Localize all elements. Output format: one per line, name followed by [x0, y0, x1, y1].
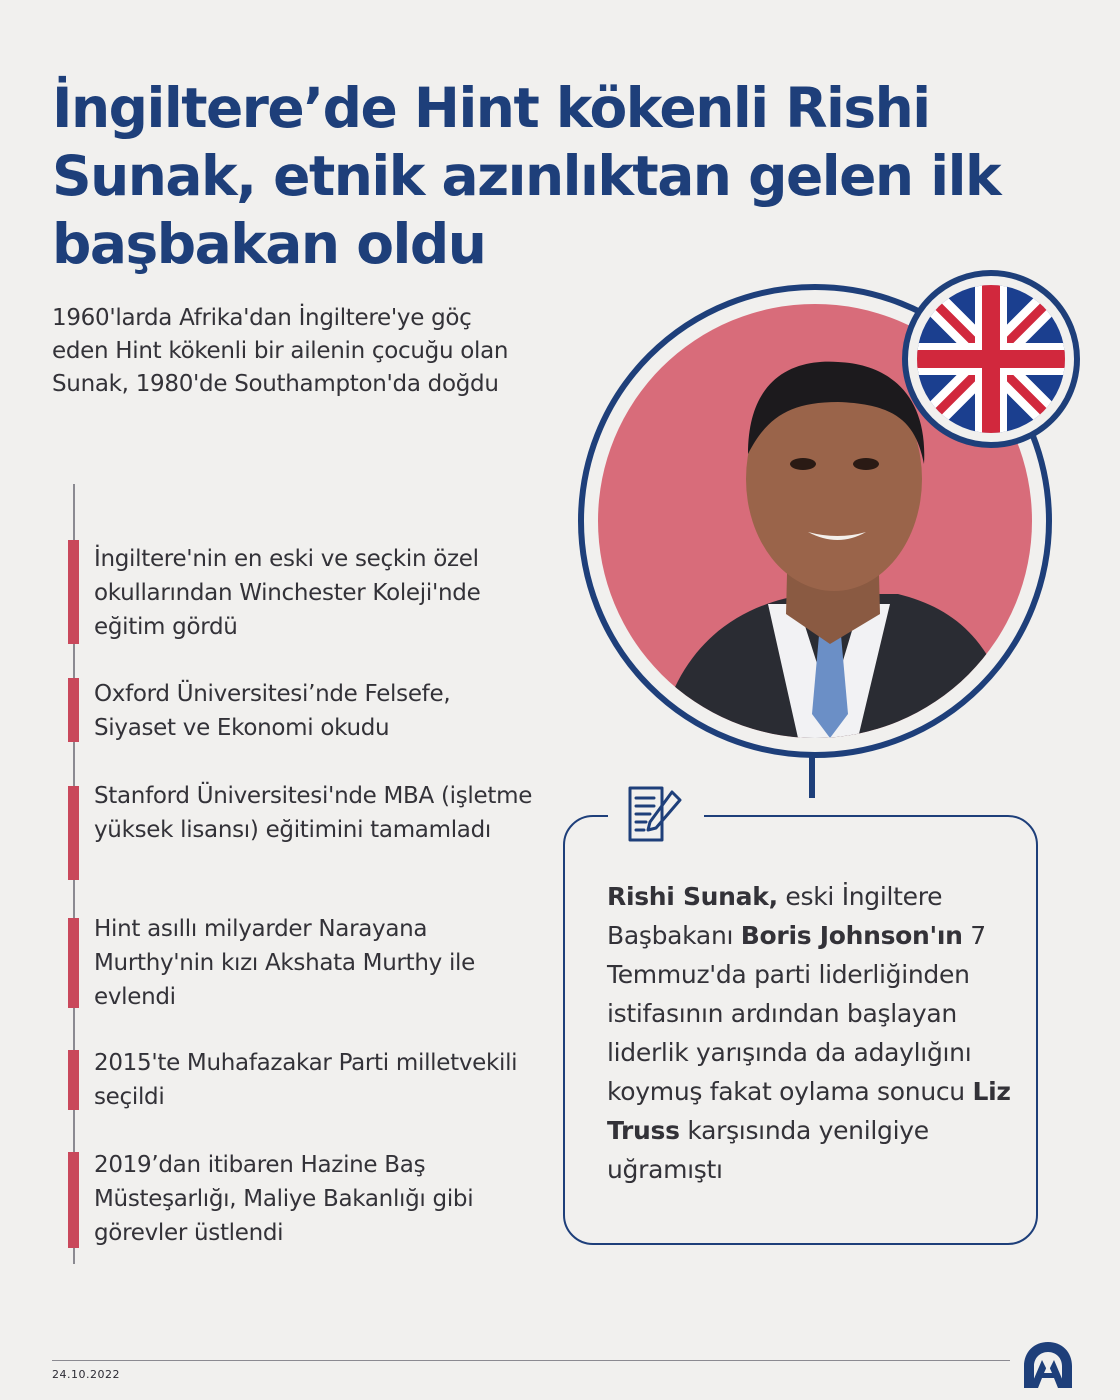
- timeline-text: Stanford Üniversitesi'nde MBA (işletme yüksek lisansı) eğitimini tamamladı: [94, 783, 533, 843]
- timeline-marker: [68, 540, 79, 644]
- info-part-1: eski İngiltere Başbakanı: [607, 882, 943, 950]
- page-title: İngiltere’de Hint kökenli Rishi Sunak, etnik azınlıktan gelen ilk başbakan oldu: [52, 76, 1001, 276]
- intro-text: 1960'larda Afrika'dan İngiltere'ye göç eden Hint kökenli bir ailenin çocuğu olan Sunak, 1980'de Southampton'da doğdu: [52, 305, 509, 397]
- publish-date: 24.10.2022: [52, 1368, 120, 1381]
- info-boris-bold: Boris Johnson'ın: [740, 921, 963, 950]
- info-box: [563, 815, 1038, 1245]
- document-pen-icon: [608, 782, 704, 848]
- timeline-marker: [68, 918, 79, 1008]
- connector-line: [809, 752, 815, 798]
- timeline-text: 2015'te Muhafazakar Parti milletvekili seçildi: [94, 1050, 518, 1110]
- timeline-text: 2019’dan itibaren Hazine Baş Müsteşarlığı, Maliye Bakanlığı gibi görevler üstlendi: [94, 1152, 474, 1246]
- timeline-marker: [68, 786, 79, 880]
- timeline-marker: [68, 678, 79, 742]
- timeline-marker: [68, 1152, 79, 1248]
- timeline-marker: [68, 1050, 79, 1110]
- info-part-3: karşısında yenilgiye uğramıştı: [607, 1116, 929, 1184]
- info-name-bold: Rishi Sunak,: [607, 882, 778, 911]
- info-truss-bold: Liz Truss: [607, 1077, 1011, 1145]
- footer-divider: [52, 1360, 1010, 1361]
- info-text: [607, 877, 1017, 1189]
- timeline-text: İngiltere'nin en eski ve seçkin özel okullarından Winchester Koleji'nde eğitim gördü: [94, 546, 481, 640]
- uk-flag-icon: [902, 270, 1080, 448]
- timeline-text: Oxford Üniversitesi’nde Felsefe, Siyaset ve Ekonomi okudu: [94, 681, 451, 741]
- info-part-2: 7 Temmuz'da parti liderliğinden istifasının ardından başlayan liderlik yarışında da adaylığını koymuş fakat oylama sonucu: [607, 921, 986, 1106]
- timeline-text: Hint asıllı milyarder Narayana Murthy'nin kızı Akshata Murthy ile evlendi: [94, 916, 476, 1010]
- aa-logo: [1020, 1340, 1076, 1394]
